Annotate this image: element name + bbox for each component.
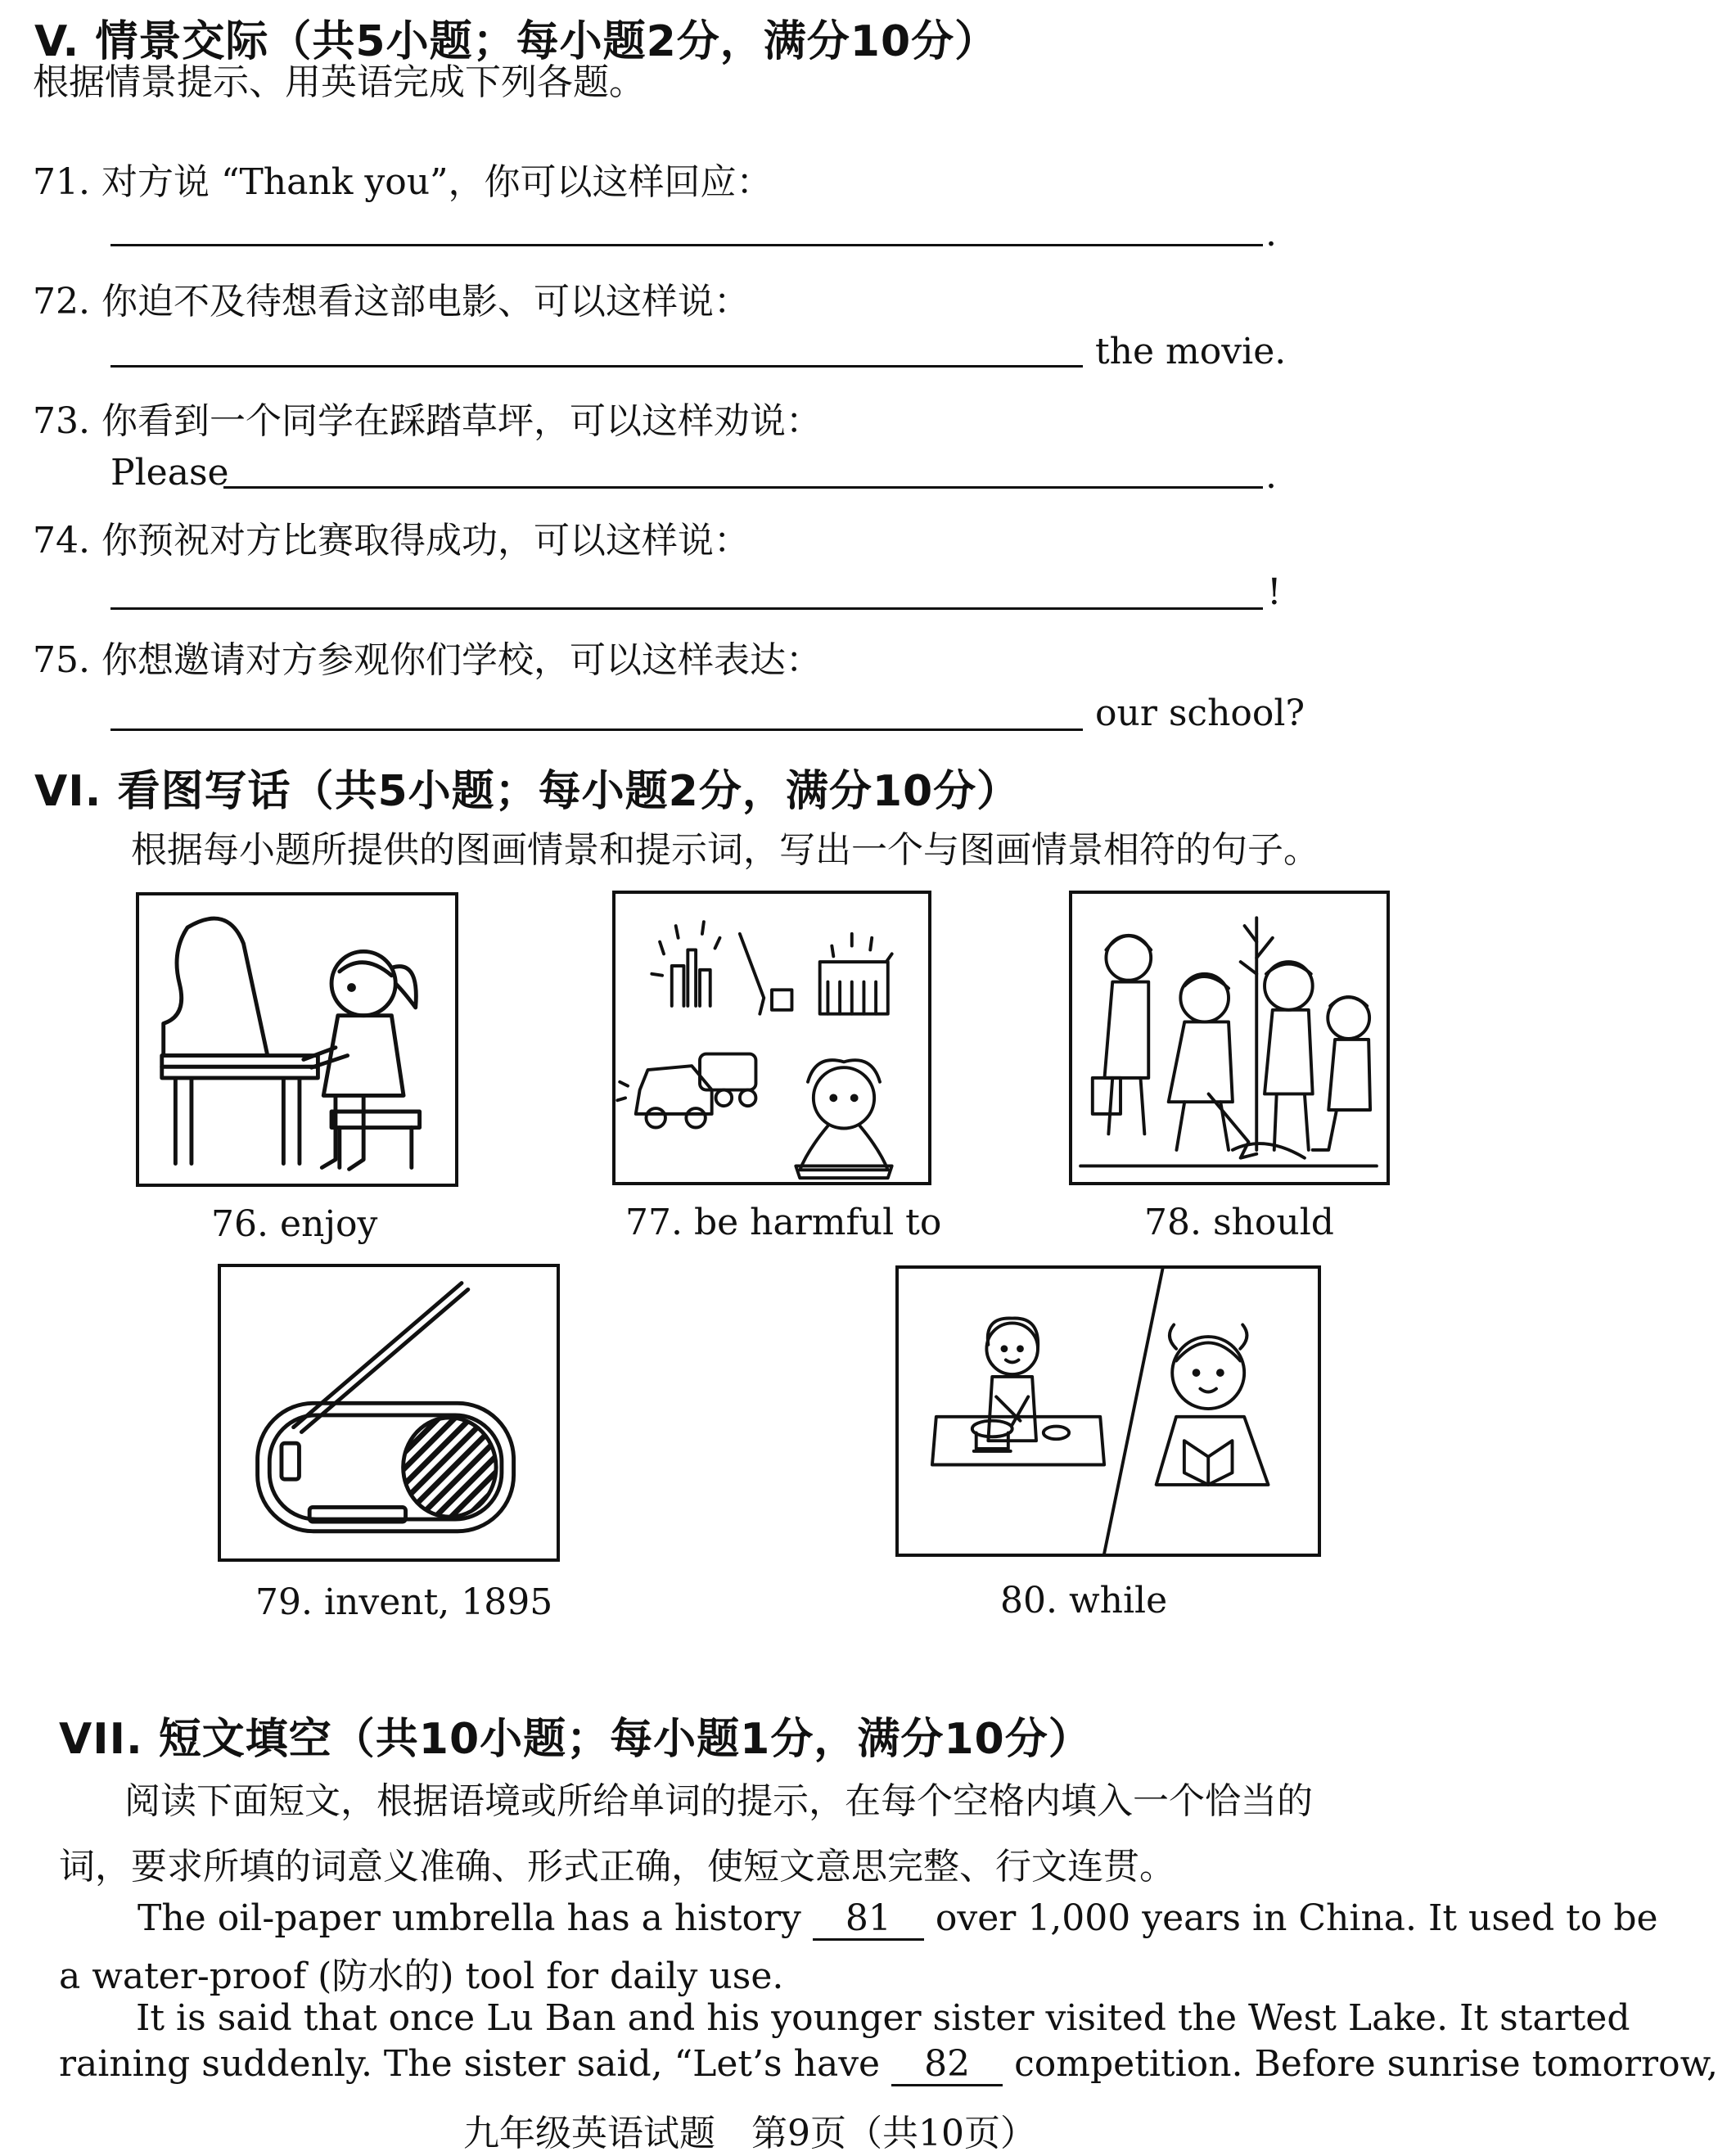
picture-77-pollution <box>612 891 931 1185</box>
q74-suffix: ! <box>1267 571 1282 613</box>
q71-suffix: . <box>1265 213 1277 255</box>
caption-76: 76. enjoy <box>211 1203 378 1245</box>
section6-title: VI. 看图写话（共5小题；每小题2分，满分10分） <box>34 767 1021 816</box>
pollution-illustration <box>616 894 928 1182</box>
q72-suffix: the movie. <box>1095 331 1287 372</box>
passage-p2-line1: It is said that once Lu Ban and his younger sister visited the West Lake. It started <box>136 1997 1630 2039</box>
caption-79: 79. invent, 1895 <box>255 1581 553 1623</box>
radio-illustration <box>221 1267 557 1558</box>
passage-line1 <box>138 1897 1658 1941</box>
tree-planting-illustration <box>1072 894 1387 1182</box>
q74-prompt: 74. 你预祝对方比赛取得成功，可以这样说： <box>33 520 750 562</box>
caption-80: 80. while <box>1000 1580 1168 1622</box>
picture-79-radio <box>218 1264 560 1562</box>
section5-instruction: 根据情景提示、用英语完成下列各题。 <box>33 61 645 103</box>
q74-answer-line[interactable] <box>110 607 1263 610</box>
section7-instruction-line1: 阅读下面短文，根据语境或所给单词的提示，在每个空格内填入一个恰当的 <box>124 1780 1313 1822</box>
q73-prefix: Please <box>110 452 229 494</box>
cooking-reading-illustration <box>899 1269 1318 1554</box>
caption-77: 77. be harmful to <box>625 1202 942 1243</box>
picture-78-planting <box>1069 891 1390 1185</box>
q73-answer-line[interactable] <box>223 486 1263 489</box>
q71-answer-line[interactable] <box>110 244 1263 246</box>
q73-prompt: 73. 你看到一个同学在踩踏草坪，可以这样劝说： <box>33 400 822 442</box>
section7-instruction-line2: 词，要求所填的词意义准确、形式正确，使短文意思完整、行文连贯。 <box>59 1846 1175 1888</box>
blank-81[interactable]: 81 <box>813 1899 924 1941</box>
q73-suffix: . <box>1265 455 1277 497</box>
q75-prompt: 75. 你想邀请对方参观你们学校，可以这样表达： <box>33 639 822 681</box>
section7-title: VII. 短文填空（共10小题；每小题1分，满分10分） <box>59 1715 1092 1764</box>
passage-p2-line2a: raining suddenly. The sister said, “Let’s have <box>59 2043 881 2085</box>
q71-prompt: 71. 对方说 “Thank you”，你可以这样回应： <box>33 161 773 203</box>
passage-p1-line1a: The oil-paper umbrella has a history <box>138 1897 801 1939</box>
q75-suffix: our school? <box>1095 692 1305 734</box>
q75-answer-line[interactable] <box>110 728 1083 731</box>
piano-girl-illustration <box>139 895 455 1184</box>
picture-76-piano <box>136 892 458 1187</box>
passage-p1-line2: a water-proof (防水的) tool for daily use. <box>59 1955 784 1997</box>
blank-82[interactable]: 82 <box>891 2045 1003 2086</box>
passage-p2-line2b: competition. Before sunrise tomorrow, <box>1014 2043 1718 2085</box>
caption-78: 78. should <box>1144 1202 1334 1243</box>
q72-answer-line[interactable] <box>110 365 1083 368</box>
q72-prompt: 72. 你迫不及待想看这部电影、可以这样说： <box>33 281 750 322</box>
section5-title: V. 情景交际（共5小题；每小题2分，满分10分） <box>34 17 999 66</box>
picture-80-while <box>895 1265 1321 1557</box>
passage-line4 <box>59 2043 1718 2086</box>
section6-instruction: 根据每小题所提供的图画情景和提示词，写出一个与图画情景相符的句子。 <box>131 829 1319 871</box>
passage-p1-line1b: over 1,000 years in China. It used to be <box>935 1897 1658 1939</box>
page-footer: 九年级英语试题 第9页（共10页） <box>463 2113 1036 2154</box>
